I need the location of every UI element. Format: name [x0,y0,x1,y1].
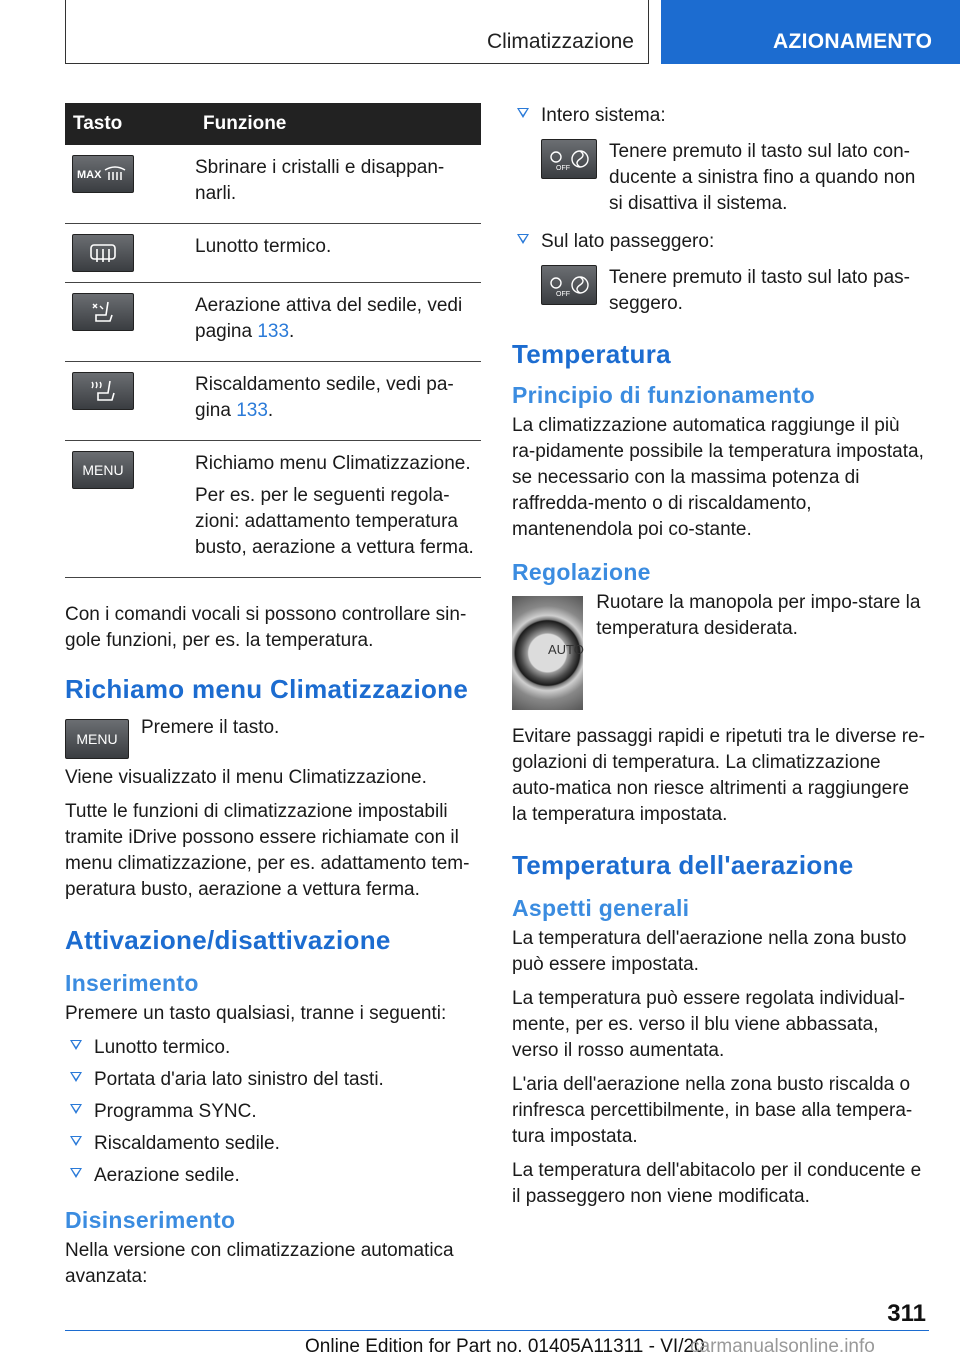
triangle-bullet-icon [70,1072,82,1082]
page-number: 311 [887,1300,926,1327]
seat-ventilation-icon [72,293,134,331]
list-item [512,229,928,255]
menu-button-icon [72,451,134,489]
table-row [65,224,481,283]
table-row-text: Richiamo menu Climatizzazione. [195,453,471,474]
table-row-text [195,372,481,424]
list-item-text: Aerazione sedile. [94,1165,240,1186]
list-item-text: Sul lato passeggero: [541,231,715,252]
list-item [65,1035,481,1061]
table-row-text-2: Per es. per le seguenti regola-zioni: adattamento temperatura busto, aerazione a vettura ferma. [195,485,474,558]
off-options-list [512,103,928,129]
button-function-table [65,103,481,578]
max-defrost-icon [72,155,134,193]
fan-off-button-icon [541,139,597,179]
press-button-text: Premere il tasto. [141,717,280,738]
list-item-text: Programma SYNC. [94,1101,257,1122]
chapter-title: AZIONAMENTO [773,30,933,53]
menu-key-label: MENU [76,731,118,747]
edition-text: Online Edition for Part no. 01405A11311 - VI/20 [305,1336,705,1357]
table-row-text: Sbrinare i cristalli e disappan-narli. [195,157,445,204]
heading-vent-temperature: Temperatura dell'aerazione [512,850,854,880]
switch-on-paragraph: Premere un tasto qualsiasi, tranne i seguenti: [65,1003,447,1024]
svg-text:MAX: MAX [77,169,102,181]
row-text-pre: Riscaldamento sedile, vedi pa-gina [195,374,454,421]
heading-principle: Principio di funzionamento [512,382,815,408]
heading-switch-on: Inserimento [65,970,199,996]
table-row [65,283,481,362]
menu-button-icon [65,719,129,759]
left-column [65,103,481,1298]
section-title: Climatizzazione [486,30,634,53]
table-header-function: Funzione [195,103,481,145]
table-row [65,145,481,224]
general-paragraph-1: La temperatura dell'aerazione nella zona busto può essere impostata. [512,928,907,975]
whole-system-text: Tenere premuto il tasto sul lato con-ducente a sinistra fino a quando non si disattiva il sistema. [609,141,916,214]
table-row-text [195,293,481,345]
menu-key-label: MENU [82,462,124,478]
passenger-list [512,229,928,255]
heading-general: Aspetti generali [512,895,690,921]
general-paragraph-2: La temperatura può essere regolata individual-mente, per es. verso il blu viene abbassata, verso il rosso aumentata. [512,988,905,1061]
header-section-box [65,0,649,64]
list-item [512,103,928,129]
passenger-text: Tenere premuto il tasto sul lato pas-seggero. [609,267,910,314]
page-link[interactable]: 133 [236,400,268,421]
triangle-bullet-icon [70,1168,82,1178]
right-column [512,103,928,1218]
list-item-text: Riscaldamento sedile. [94,1133,280,1154]
watermark: carmanualsonline.info [690,1336,875,1357]
list-item-text: Lunotto termico. [94,1037,231,1058]
rear-window-heating-icon [72,234,134,272]
triangle-bullet-icon [70,1136,82,1146]
menu-shown-paragraph: Viene visualizzato il menu Climatizzazione. [65,767,427,788]
row-text-post: . [267,400,274,421]
table-row-text: Lunotto termico. [195,236,332,257]
list-item [65,1131,481,1157]
list-item [65,1099,481,1125]
general-paragraph-3: L'aria dell'aerazione nella zona busto riscalda o rinfresca percettibilmente, in base alla tempera-tura impostata. [512,1074,913,1147]
list-item-text: Intero sistema: [541,105,666,126]
switch-off-paragraph: Nella versione con climatizzazione automatica avanzata: [65,1240,454,1287]
heading-adjustment: Regolazione [512,559,651,585]
knob-auto-label: AUTO [548,642,584,657]
adjustment-text: Ruotare la manopola per impo-stare la temperatura desiderata. [596,592,921,639]
table-row [65,441,481,578]
fan-off-label: OFF [556,291,570,298]
heading-menu-call: Richiamo menu Climatizzazione [65,674,469,704]
triangle-bullet-icon [70,1104,82,1114]
temperature-knob-image [512,596,583,710]
avoid-paragraph: Evitare passaggi rapidi e ripetuti tra le diverse re-golazioni di temperatura. La climatizzazione auto-matica non riesce altrimenti a raggiungere la temperatura impostata. [512,726,925,825]
triangle-bullet-icon [517,234,529,244]
fan-off-button-icon [541,265,597,305]
table-row [65,362,481,441]
table-header-key: Tasto [65,103,195,145]
heading-on-off: Attivazione/disattivazione [65,925,391,955]
seat-heating-icon [72,372,134,410]
list-item-text: Portata d'aria lato sinistro del tasti. [94,1069,384,1090]
general-paragraph-4: La temperatura dell'abitacolo per il conducente e il passeggero non viene modificata. [512,1160,922,1207]
exceptions-list [65,1035,481,1189]
triangle-bullet-icon [70,1040,82,1050]
page-header [0,0,960,66]
list-item [65,1067,481,1093]
fan-off-label: OFF [556,165,570,172]
page-link[interactable]: 133 [257,321,290,342]
voice-control-paragraph: Con i comandi vocali si possono controllare sin-gole funzioni, per es. la temperatura. [65,604,467,651]
row-text-pre: Aerazione attiva del sedile, vedi pagina [195,295,463,342]
list-item [65,1163,481,1189]
footer-divider [65,1330,929,1331]
row-text-post: . [289,321,295,342]
heading-switch-off: Disinserimento [65,1207,236,1233]
chapter-tab [661,0,960,64]
principle-paragraph: La climatizzazione automatica raggiunge il più ra-pidamente possibile la temperatura impostata, se necessario con la massima potenza di raffredda-mento o di riscaldamento, mantenendola poi co-stante. [512,415,924,540]
all-functions-paragraph: Tutte le funzioni di climatizzazione impostabili tramite iDrive possono essere richiamate con il menu climatizzazione, per es. adattamento tem-peratura busto, aerazione a vettura ferma. [65,801,470,900]
heading-temperature: Temperatura [512,339,671,369]
triangle-bullet-icon [517,108,529,118]
